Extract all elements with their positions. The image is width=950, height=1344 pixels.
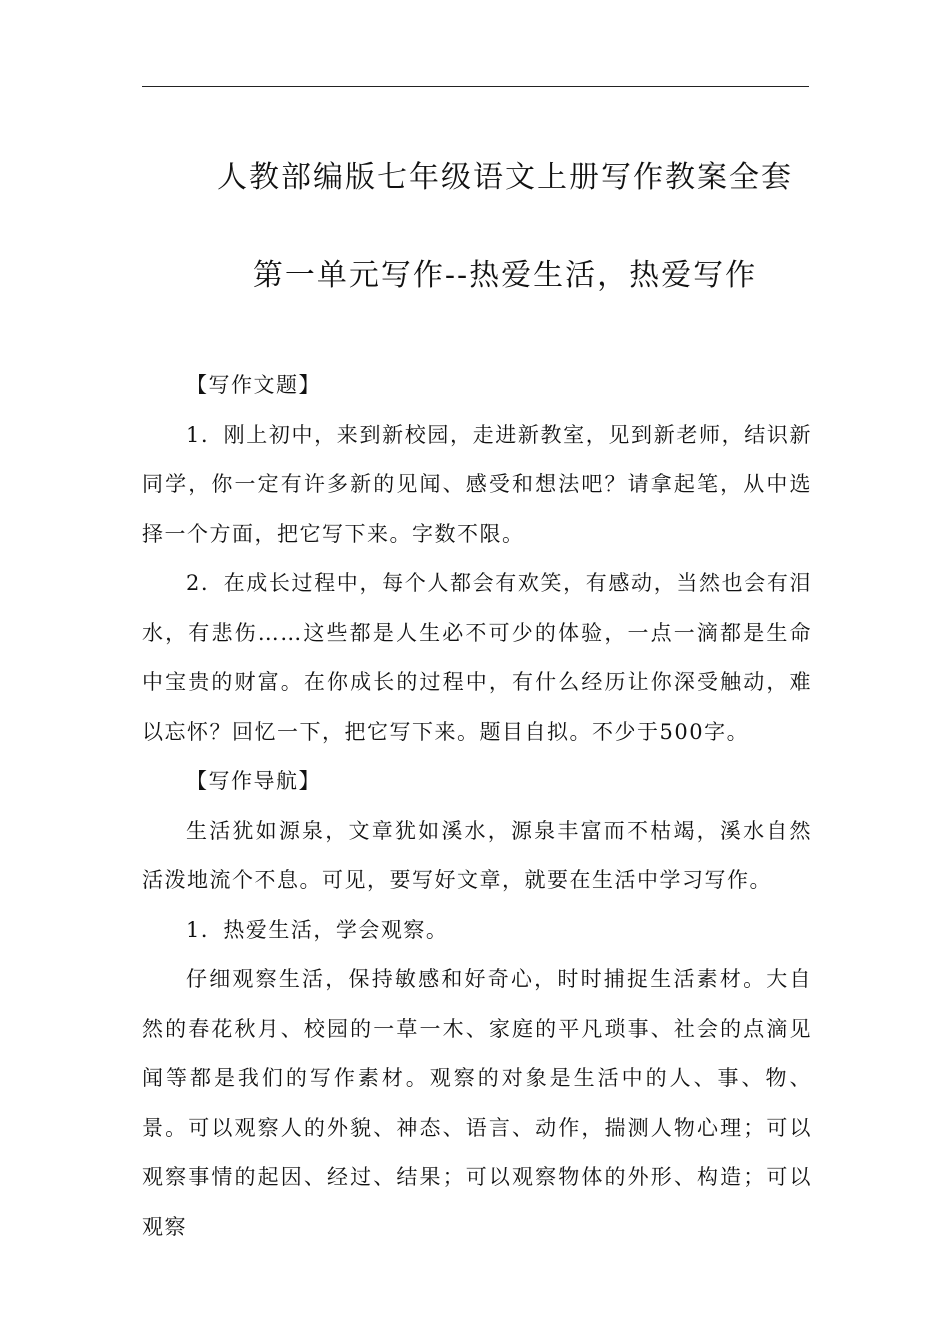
document-body xyxy=(142,361,812,1252)
paragraph-prompt-2: 2．在成长过程中，每个人都会有欢笑，有感动，当然也会有泪水，有悲伤……这些都是人生必不可少的体验，一点一滴都是生命中宝贵的财富。在你成长的过程中，有什么经历让你深受触动，难以忘怀？回忆一下，把它写下来。题目自拟。不少于500字。 xyxy=(142,571,812,744)
document-subtitle: 第一单元写作--热爱生活，热爱写作 xyxy=(252,258,758,293)
paragraph-guide-intro: 生活犹如源泉，文章犹如溪水，源泉丰富而不枯竭，溪水自然活泼地流个不息。可见，要写好文章，就要在生活中学习写作。 xyxy=(142,818,812,892)
paragraph-observation: 仔细观察生活，保持敏感和好奇心，时时捕捉生活素材。大自然的春花秋月、校园的一草一木、家庭的平凡琐事、社会的点滴见闻等都是我们的写作素材。观察的对象是生活中的人、事、物、景。可以观察人的外貌、神态、语言、动作，揣测人物心理；可以观察事情的起因、经过、结果；可以观察物体的外形、构造；可以观察 xyxy=(142,967,812,1239)
header-rule xyxy=(142,86,809,87)
document-title: 人教部编版七年级语文上册写作教案全套 xyxy=(217,160,793,195)
section-heading-guide: 【写作导航】 xyxy=(186,769,321,793)
paragraph-guide-point-1: 1．热爱生活，学会观察。 xyxy=(186,917,449,942)
section-heading-prompts: 【写作文题】 xyxy=(186,373,321,397)
paragraph-prompt-1: 1．刚上初中，来到新校园，走进新教室，见到新老师，结识新同学，你一定有许多新的见闻、感受和想法吧？请拿起笔，从中选择一个方面，把它写下来。字数不限。 xyxy=(142,422,812,546)
